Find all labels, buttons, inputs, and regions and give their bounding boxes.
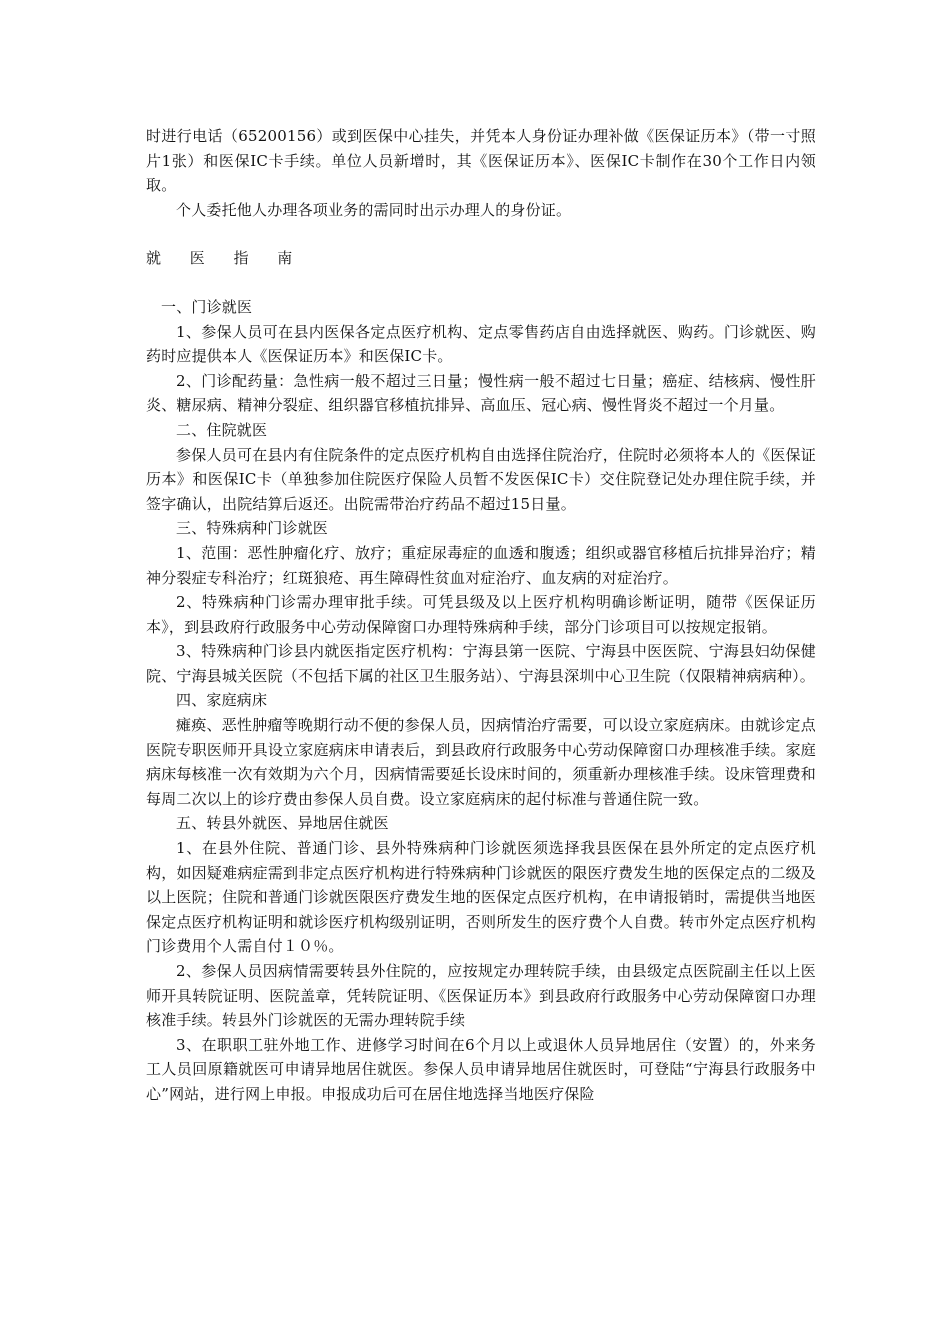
paragraph-lost-card: 时进行电话（65200156）或到医保中心挂失，并凭本人身份证办理补做《医保证历本》（带一寸照片1张）和医保IC卡手续。单位人员新增时，其《医保证历本》、医保IC卡制作在30个工作日内领取。 <box>146 127 816 195</box>
paragraph-special-3: 3、特殊病种门诊县内就医指定医疗机构：宁海县第一医院、宁海县中医医院、宁海县妇幼保健院、宁海县城关医院（不包括下属的社区卫生服务站）、宁海县深圳中心卫生院（仅限精神病病种）。 <box>146 642 816 685</box>
section-heading-medical-guide: 就 医 指 南 <box>146 249 305 268</box>
paragraph-transfer-1: 1、在县外住院、普通门诊、县外特殊病种门诊就医须选择我县医保在县外所定的定点医疗机构，如因疑难病症需到非定点医疗机构进行特殊病种门诊就医的限医疗费发生地的医保定点的二级及以上医院；住院和普通门诊就医限医疗费发生地的医保定点医疗机构，在申请报销时，需提供当地医保定点医疗机构证明和就诊医疗机构级别证明，否则所发生的医疗费个人自费。转市外定点医疗机构门诊费用个人需自付１０％。 <box>146 839 816 956</box>
paragraph-transfer-3: 3、在职职工驻外地工作、进修学习时间在6个月以上或退休人员异地居住（安置）的，外来务工人员回原籍就医可申请异地居住就医。参保人员申请异地居住就医时，可登陆“宁海县行政服务中心”网站，进行网上申报。申报成功后可在居住地选择当地医疗保险 <box>146 1035 816 1103</box>
paragraph-special-2: 2、特殊病种门诊需办理审批手续。可凭县级及以上医疗机构明确诊断证明，随带《医保证历本》，到县政府行政服务中心劳动保障窗口办理特殊病种手续，部分门诊项目可以按规定报销。 <box>146 593 816 636</box>
subheading-outpatient: 一、门诊就医 <box>161 297 253 316</box>
paragraph-inpatient: 参保人员可在县内有住院条件的定点医疗机构自由选择住院治疗，住院时必须将本人的《医保证历本》和医保IC卡（单独参加住院医疗保险人员暂不发医保IC卡）交住院登记处办理住院手续，并签字确认，出院结算后返还。出院需带治疗药品不超过15日量。 <box>146 445 816 513</box>
paragraph-outpatient-1: 1、参保人员可在县内医保各定点医疗机构、定点零售药店自由选择就医、购药。门诊就医、购药时应提供本人《医保证历本》和医保IC卡。 <box>146 322 816 366</box>
subheading-home-bed: 四、家庭病床 <box>176 691 268 710</box>
paragraph-home-bed: 瘫痪、恶性肿瘤等晚期行动不便的参保人员，因病情治疗需要，可以设立家庭病床。由就诊定点医院专职医师开具设立家庭病床申请表后，到县政府行政服务中心劳动保障窗口办理核准手续。家庭病床每核准一次有效期为六个月，因病情需要延长设床时间的，须重新办理核准手续。设床管理费和每周二次以上的诊疗费由参保人员自费。设立家庭病床的起付标准与普通住院一致。 <box>146 716 816 808</box>
subheading-special-disease: 三、特殊病种门诊就医 <box>176 519 329 538</box>
paragraph-outpatient-2: 2、门诊配药量：急性病一般不超过三日量；慢性病一般不超过七日量；癌症、结核病、慢性肝炎、糖尿病、精神分裂症、组织器官移植抗排异、高血压、冠心病、慢性肾炎不超过一个月量。 <box>146 371 816 415</box>
paragraph-transfer-2: 2、参保人员因病情需要转县外住院的，应按规定办理转院手续，由县级定点医院副主任以上医师开具转院证明、医院盖章，凭转院证明、《医保证历本》到县政府行政服务中心劳动保障窗口办理核准手续。转县外门诊就医的无需办理转院手续 <box>146 962 816 1030</box>
subheading-inpatient: 二、住院就医 <box>176 420 268 439</box>
paragraph-special-1: 1、范围：恶性肿瘤化疗、放疗；重症尿毒症的血透和腹透；组织或器官移植后抗排异治疗；精神分裂症专科治疗；红斑狼疮、再生障碍性贫血对症治疗、血友病的对症治疗。 <box>146 543 816 587</box>
subheading-transfer: 五、转县外就医、异地居住就医 <box>176 814 389 833</box>
paragraph-entrust: 个人委托他人办理各项业务的需同时出示办理人的身份证。 <box>176 200 572 219</box>
document-page <box>146 124 816 1107</box>
